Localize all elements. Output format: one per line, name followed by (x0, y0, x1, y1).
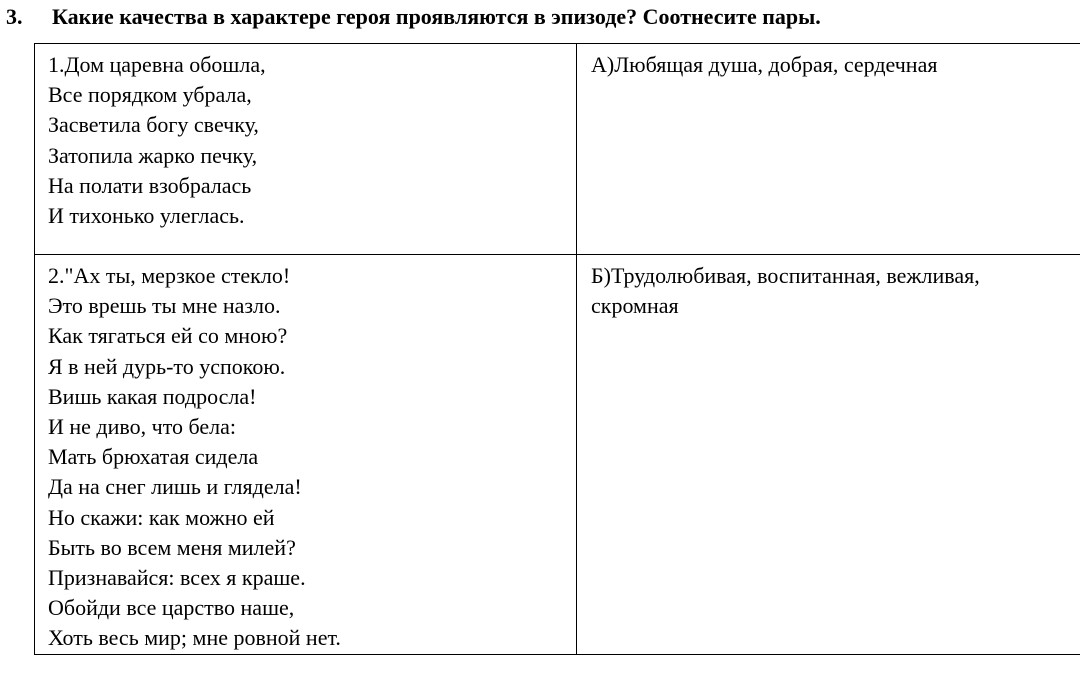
poem-line: Да на снег лишь и глядела! (48, 474, 302, 500)
poem-line: 1.Дом царевна обошла, (48, 52, 266, 77)
episode-cell-2 (35, 255, 577, 655)
poem-line: 2."Ах ты, мерзкое стекло! (48, 263, 291, 288)
matching-table (34, 43, 1080, 655)
poem-line: Быть во всем меня милей? (48, 534, 296, 560)
poem-line: Затопила жарко печку, (48, 142, 258, 168)
poem-line: Обойди все царство наше, (48, 595, 295, 621)
poem-line: Как тягаться ей со мною? (48, 323, 288, 349)
quality-line: Б)Трудолюбивая, воспитанная, вежливая, (591, 263, 980, 288)
episode-cell-1 (35, 44, 577, 255)
task-text: Какие качества в характере героя проявляются в эпизоде? Соотнесите пары. (52, 4, 821, 29)
poem-line: И не диво, что бела: (48, 414, 237, 440)
quality-cell-b (577, 255, 1080, 655)
task-heading (6, 2, 821, 32)
quality-line: А)Любящая душа, добрая, сердечная (591, 52, 938, 77)
poem-line: На полати взобралась (48, 172, 252, 198)
poem-line: Я в ней дурь-то успокою. (48, 353, 286, 379)
poem-line: И тихонько улеглась. (48, 203, 245, 229)
poem-line: Хоть весь мир; мне ровной нет. (48, 625, 341, 651)
poem-line: Мать брюхатая сидела (48, 444, 259, 470)
poem-line: Но скажи: как можно ей (48, 504, 275, 530)
table-row (35, 44, 1080, 255)
quality-cell-a (577, 44, 1080, 255)
task-number: 3. (6, 4, 23, 29)
poem-line: Это врешь ты мне назло. (48, 293, 281, 319)
poem-line: Засветила богу свечку, (48, 112, 259, 138)
poem-line: Признавайся: всех я краше. (48, 565, 306, 591)
quality-line: скромная (591, 293, 679, 319)
table-row (35, 255, 1080, 655)
poem-line: Все порядком убрала, (48, 82, 252, 108)
poem-line: Вишь какая подросла! (48, 383, 257, 409)
